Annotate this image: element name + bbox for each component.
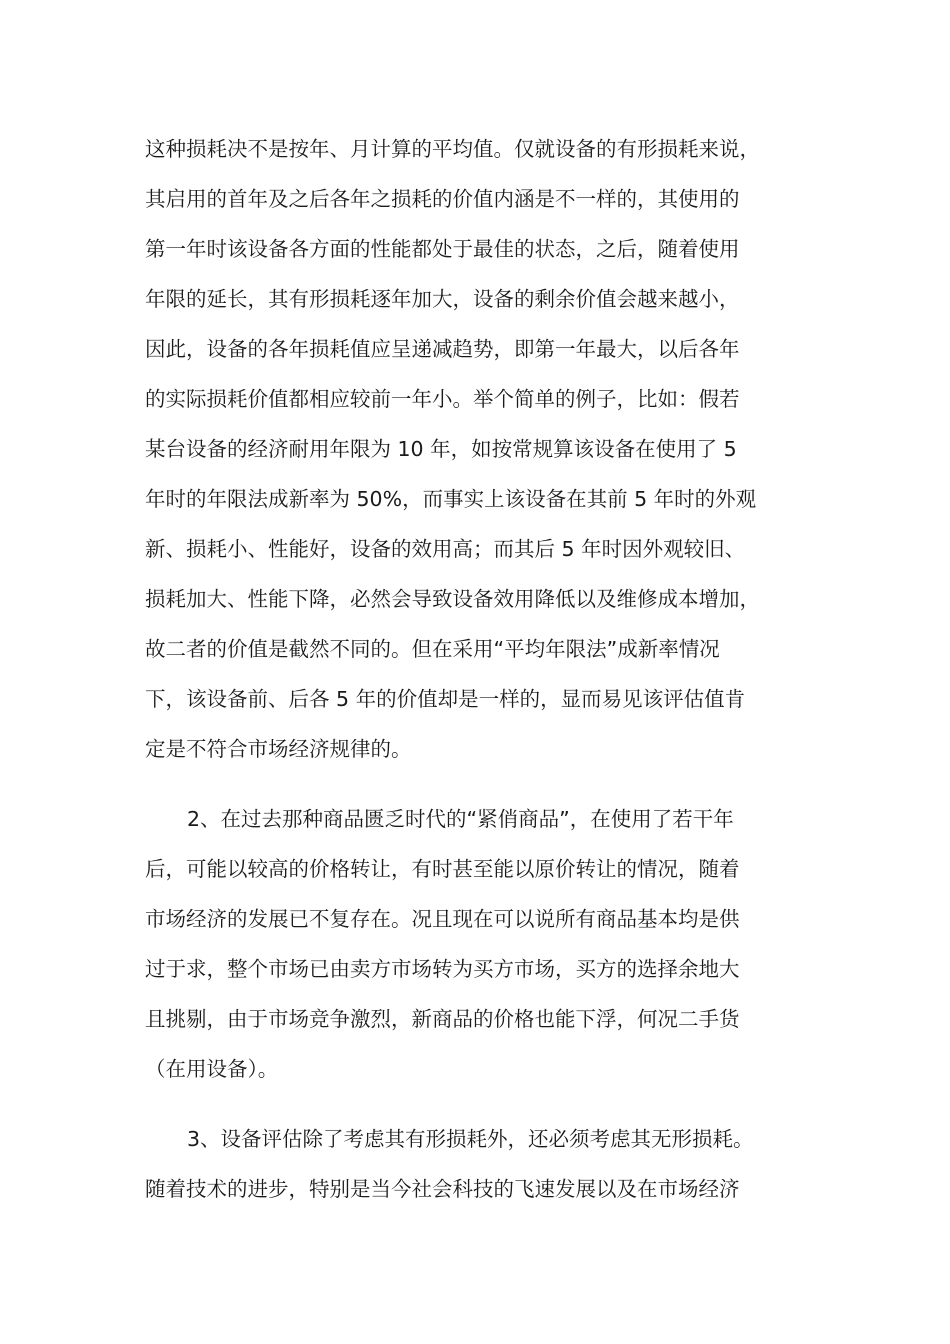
text-line: 故二者的价值是截然不同的。但在采用“平均年限法”成新率情况 bbox=[145, 637, 720, 661]
text-line: 第一年时该设备各方面的性能都处于最佳的状态，之后，随着使用 bbox=[145, 237, 740, 261]
text-line: 损耗加大、性能下降，必然会导致设备效用降低以及维修成本增加， bbox=[145, 587, 760, 611]
text-line: 因此，设备的各年损耗值应呈递减趋势，即第一年最大，以后各年 bbox=[145, 337, 740, 361]
text-line: 后，可能以较高的价格转让，有时甚至能以原价转让的情况，随着 bbox=[145, 857, 740, 881]
text-line: 年时的年限法成新率为 50%，而事实上该设备在其前 5 年时的外观 bbox=[145, 487, 757, 511]
text-line: 随着技术的进步，特别是当今社会科技的飞速发展以及在市场经济 bbox=[145, 1177, 740, 1201]
text-line: 且挑剔，由于市场竞争激烈，新商品的价格也能下浮，何况二手货 bbox=[145, 1007, 740, 1031]
text-line: 某台设备的经济耐用年限为 10 年，如按常规算该设备在使用了 5 bbox=[145, 437, 737, 461]
text-line: 过于求，整个市场已由卖方市场转为买方市场，买方的选择余地大 bbox=[145, 957, 740, 981]
text-line: 市场经济的发展已不复存在。况且现在可以说所有商品基本均是供 bbox=[145, 907, 740, 931]
text-line: 其启用的首年及之后各年之损耗的价值内涵是不一样的，其使用的 bbox=[145, 187, 740, 211]
text-line: 年限的延长，其有形损耗逐年加大，设备的剩余价值会越来越小， bbox=[145, 287, 740, 311]
text-line: 下，该设备前、后各 5 年的价值却是一样的，显而易见该评估值肯 bbox=[145, 687, 746, 711]
text-line: 的实际损耗价值都相应较前一年小。举个简单的例子，比如：假若 bbox=[145, 387, 740, 411]
text-line: 3、设备评估除了考虑其有形损耗外，还必须考虑其无形损耗。 bbox=[187, 1127, 754, 1151]
text-line: 新、损耗小、性能好，设备的效用高；而其后 5 年时因外观较旧、 bbox=[145, 537, 746, 561]
text-line: 定是不符合市场经济规律的。 bbox=[145, 737, 412, 761]
text-line: 2、在过去那种商品匮乏时代的“紧俏商品”，在使用了若干年 bbox=[187, 807, 734, 831]
text-line: （在用设备）。 bbox=[145, 1057, 279, 1081]
text-line: 这种损耗决不是按年、月计算的平均值。仅就设备的有形损耗来说， bbox=[145, 137, 760, 161]
